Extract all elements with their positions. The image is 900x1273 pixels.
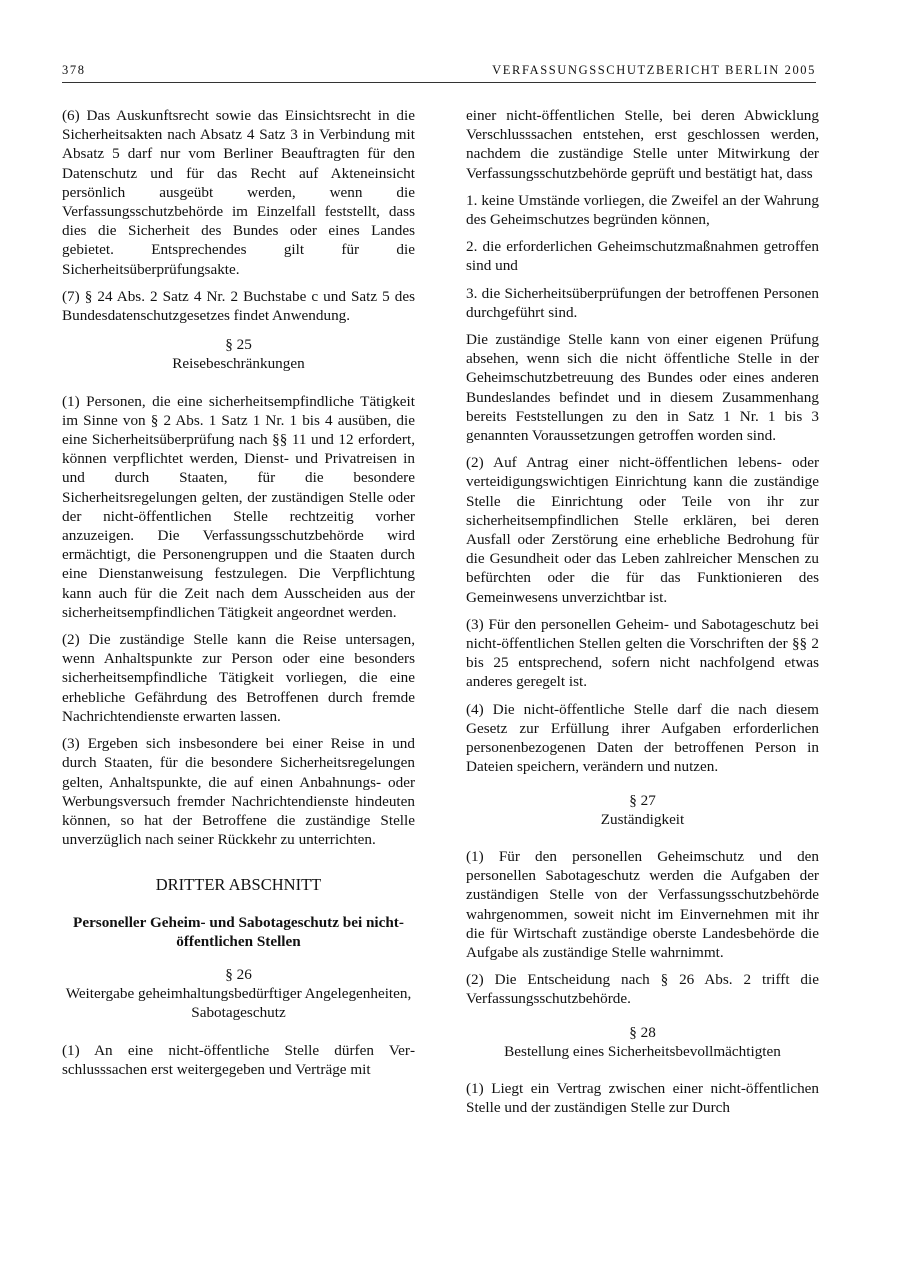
- paragraph-27-2: (2) Die Entscheidung nach § 26 Abs. 2 trifft die Verfassungsschutzbehörde.: [466, 971, 819, 1008]
- section-27-title: Zuständigkeit: [600, 810, 685, 828]
- list-item-2: 2. die erforderlichen Geheimschutzmaßnahmen getroffen sind und: [466, 238, 819, 275]
- paragraph-26-3: (3) Für den personellen Geheim- und Sabotageschutz bei nicht-öffentlichen Stellen gelten die Vorschriften der §§ 2 bis 25 entsprechend, sofern nicht nachfolgend etwas anderes geregelt ist.: [466, 615, 819, 691]
- paragraph-25-3: (3) Ergeben sich insbesondere bei einer Reise in und durch Staaten, für die besondere Sicherheitsregelungen gelten, Anhaltspunkte, die auf einen Anbahnungs- oder Werbungsversuch fremder Nachrichtendienste hindeuten können, so hat der Betroffene die zuständige Stelle unverzüglich nach seiner Rückkehr zu unterrichten.: [62, 735, 415, 849]
- paragraph-26-1-start: (1) An eine nicht-öffentliche Stelle dürfen Verschlusssachen erst weitergegeben und Verträge mit: [62, 1041, 415, 1078]
- section-26-title: Weitergabe geheimhaltungsbedürftiger Angelegenheiten, Sabotageschutz: [65, 985, 412, 1022]
- section-26-number: § 26: [225, 965, 252, 983]
- running-header: [62, 62, 816, 83]
- paragraph-28-1-start: (1) Liegt ein Vertrag zwischen einer nicht-öffentlichen Stelle und der zuständigen Stelle zur Durch: [466, 1079, 819, 1117]
- left-column: [62, 106, 415, 1087]
- paragraph-26-1-exemption: Die zuständige Stelle kann von einer eigenen Prüfung absehen, wenn sich die nicht öffentliche Stelle in der Geheimschutzbetreuung des Bundes oder eines anderen Bundeslandes befindet und in diesem Zusammenhang bereits Feststellungen zu den in Satz 1 Nr. 1 bis 3 genannten Voraussetzungen getroffen worden sind.: [466, 331, 819, 445]
- paragraph-26-4: (4) Die nicht-öffentliche Stelle darf die nach diesem Gesetz zur Erfüllung ihrer Aufgaben erforderlichen personenbezogenen Daten der betroffenen Person in Dateien speichern, verändern und nutzen.: [466, 700, 819, 776]
- section-28-title: Bestellung eines Sicherheitsbevollmächtigten: [504, 1042, 781, 1060]
- chapter-heading: DRITTER ABSCHNITT: [155, 875, 322, 895]
- list-item-1: 1. keine Umstände vorliegen, die Zweifel an der Wahrung des Geheimschutzes begründen können,: [466, 191, 819, 229]
- chapter-title: Personeller Geheim- und Sabotageschutz bei nicht-öffentlichen Stellen: [73, 913, 404, 950]
- paragraph-25-1: (1) Personen, die eine sicherheitsempfindliche Tätigkeit im Sinne von § 2 Abs. 1 Satz 1 Nr. 1 bis 4 ausüben, die eine Sicherheitsüberprüfung nach §§ 11 und 12 erfordert, können verpflichtet werden, Dienst- und Privatreisen in und durch Staaten, für die besondere Sicherheitsregelungen gelten, der zuständigen Stelle oder der nicht-öffentlichen Stelle rechtzeitig vorher anzuzeigen. Die Verfassungsschutzbehörde wird ermächtigt, die Personengruppen und die Staaten durch eine Dienstanweisung festzulegen. Die Verpflichtung kann auch für die Zeit nach dem Ausscheiden aus der sicherheitsempfindlichen Tätigkeit angeordnet werden.: [62, 392, 415, 621]
- page-number: 378: [62, 63, 86, 77]
- section-28-number: § 28: [629, 1023, 656, 1041]
- section-25-title: Reisebeschränkungen: [172, 355, 305, 373]
- paragraph-27-1: (1) Für den personellen Geheimschutz und den personellen Sabotageschutz werden die Aufgaben der zuständigen Stelle von der Verfassungsschutzbehörde wahrgenommen, soweit nicht im Einvernehmen mit ihr die für Wirtschaft zuständige oberste Landesbehörde die Aufgabe als zuständige Stelle wahrnimmt.: [466, 847, 819, 961]
- paragraph-24-6: (6) Das Auskunftsrecht sowie das Einsichtsrecht in die Sicherheitsakten nach Absatz 4 Satz 3 in Verbindung mit Absatz 5 darf nur vom Berliner Beauftragten für den Datenschutz und für das Recht auf Akteneinsicht persönlich ausgeübt werden, wenn die Verfassungsschutzbehörde im Einzelfall feststellt, dass dies die Sicherheit des Bundes oder eines Landes gebietet. Entsprechendes gilt für die Sicherheitsüberprüfungsakte.: [62, 107, 415, 278]
- paragraph-26-2: (2) Auf Antrag einer nicht-öffentlichen lebens- oder verteidigungswichtigen Einrichtung kann die zuständige Stelle die Einrichtung oder Teile von ihr zur sicherheitsempfindlichen Stelle erklären, bei deren Ausfall oder Zerstörung eine erhebliche Bedrohung für die Gesundheit oder das Leben zahlreicher Menschen zu befürchten oder die für das Funktionieren des Gemeinwesens unverzichtbar ist.: [466, 454, 819, 606]
- list-item-3: 3. die Sicherheitsüberprüfungen der betroffenen Personen durchgeführt sind.: [466, 284, 819, 321]
- right-column: [466, 106, 819, 1125]
- paragraph-25-2: (2) Die zuständige Stelle kann die Reise untersagen, wenn Anhaltspunkte zur Person oder eine besonders sicherheitsempfindliche Tätigkeit vorliegen, die eine erhebliche Gefährdung des Betroffenen durch fremde Nachrichtendienste erwarten lassen.: [62, 631, 415, 725]
- paragraph-26-1-continued: einer nicht-öffentlichen Stelle, bei deren Abwicklung Verschlusssachen entstehen, erst geschlossen werden, nachdem die zuständige Stelle unter Mitwirkung der Verfassungsschutzbehörde geprüft und bestätigt hat, dass: [466, 107, 819, 182]
- section-27-number: § 27: [629, 791, 656, 809]
- section-25-number: § 25: [225, 336, 252, 354]
- paragraph-24-7: (7) § 24 Abs. 2 Satz 4 Nr. 2 Buchstabe c und Satz 5 des Bundesdatenschutzgesetzes findet Anwendung.: [62, 287, 415, 325]
- running-title: VERFASSUNGSSCHUTZBERICHT BERLIN 2005: [492, 63, 816, 77]
